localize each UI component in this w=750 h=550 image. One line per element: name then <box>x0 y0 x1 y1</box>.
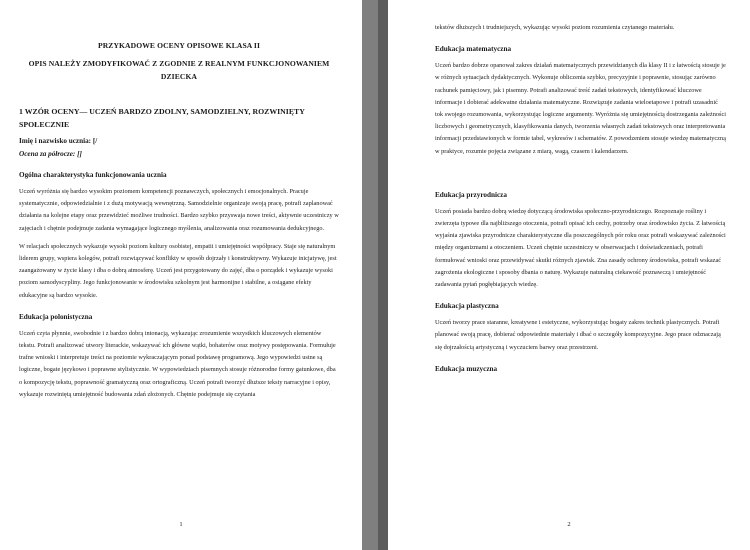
heading-art: Edukacja plastyczna <box>435 302 499 311</box>
page-number-1: 1 <box>179 521 183 528</box>
semester-grade-field: Ocena za półrocze: [] <box>19 150 82 158</box>
vertical-scrollbar[interactable] <box>378 0 388 550</box>
heading-polish: Edukacja polonistyczna <box>19 312 93 321</box>
paragraph-nature-1: Uczeń posiada bardzo dobrą wiedzę dotyczącą środowiska społeczno-przyrodniczego. Rozpoznaje rośliny i zwierzęta typowe dla najbliższego otoczenia, potrafi opisać ich cechy, potrzeby oraz środowisko życia. Z łatwością wyjaśnia zjawiska przyrodnicze charakterystyczne dla poszczególnych pór roku oraz potrafi wskazywać zależności między organizmami a otoczeniem. Uczeń chętnie uczestniczy w obserwacjach i doświadczeniach, potrafi formułować wnioski oraz przewidywać skutki różnych zjawisk. Zna zasady ochrony środowiska, potrafi wskazać zagrożenia ekologiczne i sposoby dbania o naturę. Wykazuje naturalną ciekawość poznawczą i umiejętność zadawania pytań pogłębiających wiedzę. <box>435 207 726 289</box>
document-title: PRZYKADOWE OCENY OPISOWE KLASA II <box>97 41 261 50</box>
paragraph-general-1: Uczeń wyróżnia się bardzo wysokim poziomem kompetencji poznawczych, społecznych i emocjonalnych. Pracuje systematycznie, odpowiedzialnie i z dużą motywacją wewnętrzną. Samodzielnie organizuje swoją pracę, potrafi zaplanować działania na kolejne etapy oraz przewidzieć możliwe trudności. Bardzo szybko przyswaja nowe treści, aktywnie uczestniczy w zajęciach i chętnie podejmuje zadania wymagające logicznego myślenia, analizowania oraz rozumowania dedukcyjnego. <box>19 188 339 232</box>
student-name-field: Imię i nazwisko ucznia: [/ <box>19 137 98 145</box>
paragraph-math-1: Uczeń bardzo dobrze opanował zakres działań matematycznych przewidzianych dla klasy II i z łatwością stosuje je w różnych sytuacjach dydaktycznych. Wykonuje obliczenia szybko, precyzyjnie i poprawnie, stosując zarówno rachunek pamięciowy, jak i pisemny. Potrafi analizować treść zadań tekstowych, identyfikować kluczowe informacje i dobierać adekwatne działania matematyczne. Rozwiązuje zadania wieloetapowe i potrafi uzasadnić tok swojego rozumowania, wykorzystując logiczne argumenty. Wyróżnia się umiejętnością dostrzegania zależności liczbowych i geometrycznych, klasyfikowania danych, tworzenia własnych zadań tekstowych oraz interpretowania informacji przedstawionych w formie tabel, wykresów i schematów. Z powodzeniem stosuje wiedzę matematyczną w praktyce, rozumie pojęcia związane z miarą, wagą, czasem i kalendarzem. <box>435 62 726 155</box>
heading-nature: Edukacja przyrodnicza <box>435 190 507 199</box>
document-subtitle: OPIS NALEŻY ZMODYFIKOWAĆ Z ZGODNIE Z REALNYM FUNKCJONOWANIEM DZIECKA <box>28 59 330 81</box>
paragraph-polish-1: Uczeń czyta płynnie, swobodnie i z bardzo dobrą intonacją, wykazując zrozumienie wszystkich kluczowych elementów tekstu. Potrafi analizować utwory literackie, wskazywać ich główne wątki, bohaterów oraz motywy postępowania. Formułuje trafne wnioski i interpretuje treści na poziomie wykraczającym ponad podstawę programową. Jego wypowiedzi ustne są logiczne, bogate językowo i poprawne stylistycznie. W wypowiedziach pisemnych stosuje różnorodne formy gatunkowe, dba o kompozycję tekstu, poprawność gramatyczną oraz ortograficzną. Uczeń potrafi tworzyć dłuższe teksty narracyjne i opisy, wykazuje rozwiniętą umiejętność budowania zdań złożonych. Chętnie podejmuje się czytania <box>19 329 336 398</box>
paragraph-continuation: tekstów dłuższych i trudniejszych, wykazując wysoki poziom rozumienia czytanego materiału. <box>435 24 675 31</box>
paragraph-art-1: Uczeń tworzy prace staranne, kreatywne i estetyczne, wykorzystując bogaty zakres technik plastycznych. Potrafi planować swoją pracę, dobierać odpowiednie materiały i dbać o szczegóły kompozycyjne. Jego prace odznaczają się dojrzałością artystyczną i wyczuciem barwy oraz przestrzeni. <box>435 319 721 351</box>
heading-music: Edukacja muzyczna <box>435 364 498 373</box>
heading-math: Edukacja matematyczna <box>435 45 512 54</box>
document-page-1 <box>0 0 362 550</box>
page-number-2: 2 <box>567 521 571 528</box>
paragraph-general-2: W relacjach społecznych wykazuje wysoki poziom kultury osobistej, empatii i umiejętności współpracy. Staje się naturalnym liderem grupy, wspiera kolegów, potrafi rozwiązywać konflikty w sposób dojrzały i konstruktywny. Wykazuje inicjatywę, jest zaangażowany w życie klasy i dba o dobrą atmosferę. Uczeń jest przygotowany do zajęć, dba o porządek i wykazuje wysoki poziom samodyscypliny. Jego funkcjonowanie w środowisku szkolnym jest harmonijne i stabilne, a osiągane efekty edukacyjne są bardzo wysokie. <box>19 242 337 299</box>
document-page-2 <box>388 0 750 550</box>
section-title: 1 WZÓR OCENY— UCZEŃ BARDZO ZDOLNY, SAMODZIELNY, ROZWINIĘTY SPOŁECZNIE <box>19 107 305 129</box>
heading-general: Ogólna charakterystyka funkcjonowania ucznia <box>19 171 167 179</box>
